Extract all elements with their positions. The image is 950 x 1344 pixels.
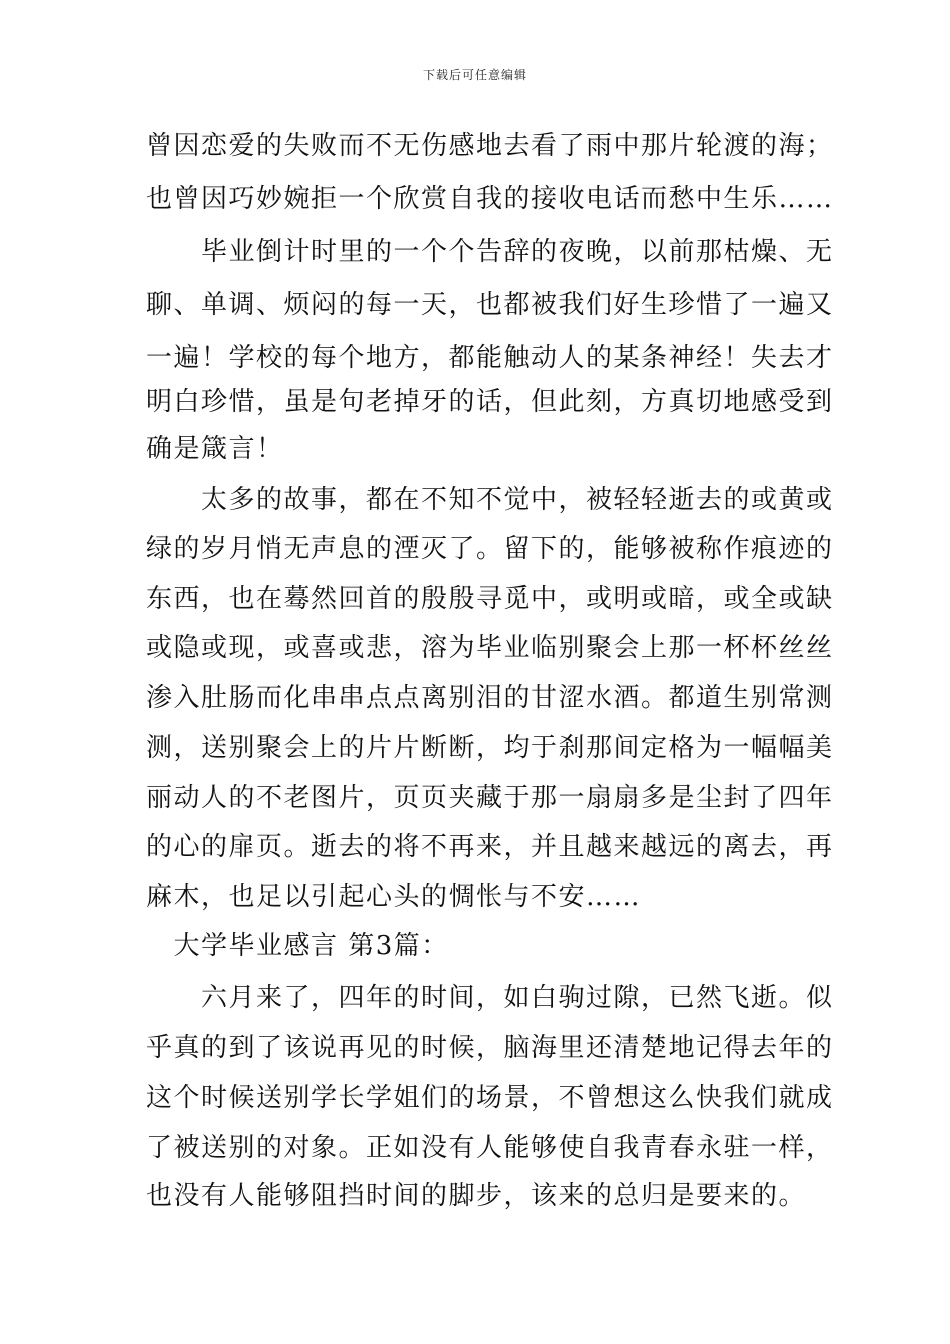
text-line: 乎真的到了该说再见的时候，脑海里还清楚地记得去年的 [146,1033,834,1063]
text-line: 也没有人能够阻挡时间的脚步，该来的总归是要来的。 [146,1181,807,1211]
text-line: 东西，也在蓦然回首的殷殷寻觅中，或明或暗，或全或缺 [146,584,834,614]
page-header: 下载后可任意编辑 [422,68,527,82]
text-line: 测，送别聚会上的片片断断，均于刹那间定格为一幅幅美 [146,733,834,763]
text-line: 这个时候送别学长学姐们的场景，不曾想这么快我们就成 [146,1083,834,1113]
text-line: 或隐或现，或喜或悲，溶为毕业临别聚会上那一杯杯丝丝 [146,633,834,663]
text-line: 渗入肚肠而化串串点点离别泪的甘涩水酒。都道生别常测 [146,683,834,713]
text-line: 聊、单调、烦闷的每一天，也都被我们好生珍惜了一遍又 [146,290,834,320]
text-line: 毕业倒计时里的一个个告辞的夜晚，以前那枯燥、无 [146,237,834,267]
text-line: 绿的岁月悄无声息的湮灭了。留下的，能够被称作痕迹的 [146,534,834,564]
text-line: 麻木，也足以引起心头的惆怅与不安…… [146,882,642,912]
text-line: 了被送别的对象。正如没有人能够使自我青春永驻一样， [146,1133,834,1163]
section-heading: 大学毕业感言 第3篇： [146,931,449,961]
text-line: 明白珍惜，虽是句老掉牙的话，但此刻，方真切地感受到 [146,387,834,417]
text-line: 的心的扉页。逝去的将不再来，并且越来越远的离去，再 [146,832,834,862]
text-line: 确是箴言！ [146,434,284,464]
text-line: 丽动人的不老图片，页页夹藏于那一扇扇多是尘封了四年 [146,783,834,813]
text-line: 太多的故事，都在不知不觉中，被轻轻逝去的或黄或 [146,485,834,515]
text-line: 也曾因巧妙婉拒一个欣赏自我的接收电话而愁中生乐…… [146,184,834,214]
text-line: 曾因恋爱的失败而不无伤感地去看了雨中那片轮渡的海； [146,131,834,161]
text-line: 一遍！学校的每个地方，都能触动人的某条神经！失去才 [146,343,834,373]
text-line: 六月来了，四年的时间，如白驹过隙，已然飞逝。似 [146,983,834,1013]
